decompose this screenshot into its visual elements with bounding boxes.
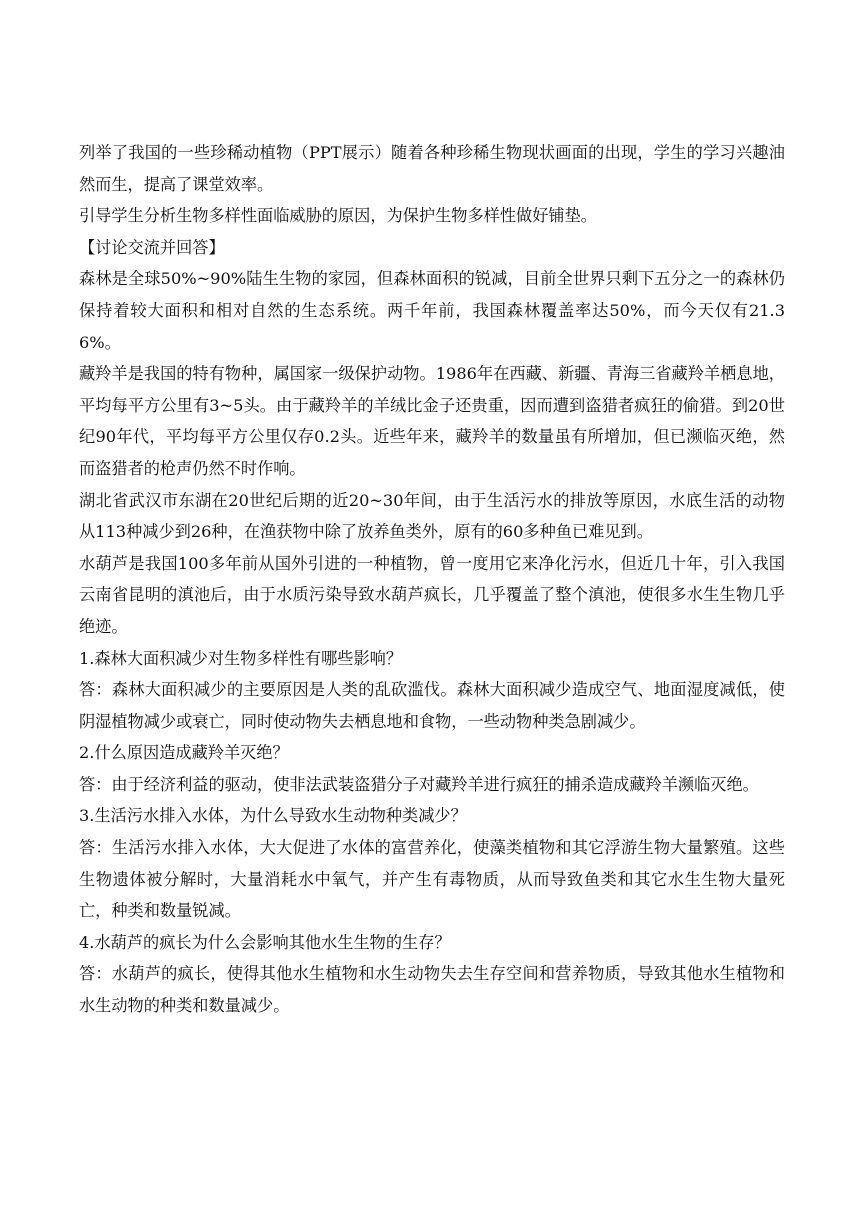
paragraph-forest: 森林是全球50%~90%陆生生物的家园，但森林面积的锐减，目前全世界只剩下五分之一的森林仍保持着较大面积和相对自然的生态系统。两千年前，我国森林覆盖率达50%，而今天仅有21.36%。 — [79, 269, 785, 352]
answer-1: 答：森林大面积减少的主要原因是人类的乱砍滥伐。森林大面积减少造成空气、地面湿度减低，使阴湿植物减少或衰亡，同时使动物失去栖息地和食物，一些动物种类急剧减少。 — [79, 680, 785, 731]
paragraph-tibetan-antelope: 藏羚羊是我国的特有物种，属国家一级保护动物。1986年在西藏、新疆、青海三省藏羚羊栖息地，平均每平方公里有3~5头。由于藏羚羊的羊绒比金子还贵重，因而遭到盗猎者疯狂的偷猎。到20世纪90年代，平均每平方公里仅存0.2头。近些年来，藏羚羊的数量虽有所增加，但已濒临灭绝，然而盗猎者的枪声仍然不时作响。 — [79, 364, 785, 478]
question-4: 4.水葫芦的疯长为什么会影响其他水生生物的生存？ — [79, 932, 451, 952]
paragraph-intro-1: 列举了我国的一些珍稀动植物（PPT展示）随着各种珍稀生物现状画面的出现，学生的学习兴趣油然而生，提高了课堂效率。 — [79, 143, 785, 194]
question-2: 2.什么原因造成藏羚羊灭绝？ — [79, 743, 289, 763]
section-heading-discussion: 【讨论交流并回答】 — [79, 237, 225, 257]
question-1: 1.森林大面积减少对生物多样性有哪些影响？ — [79, 648, 403, 668]
question-3: 3.生活污水排入水体，为什么导致水生动物种类减少？ — [79, 806, 467, 826]
answer-2: 答：由于经济利益的驱动，使非法武装盗猎分子对藏羚羊进行疯狂的捕杀造成藏羚羊濒临灭绝。 — [79, 774, 759, 794]
answer-4: 答：水葫芦的疯长，使得其他水生植物和水生动物失去生存空间和营养物质，导致其他水生植物和水生动物的种类和数量减少。 — [79, 964, 785, 1016]
paragraph-water-hyacinth: 水葫芦是我国100多年前从国外引进的一种植物，曾一度用它来净化污水，但近几十年，引入我国云南省昆明的滇池后，由于水质污染导致水葫芦疯长，几乎覆盖了整个滇池，使很多水生生物几乎绝迹。 — [79, 553, 785, 636]
document-body — [79, 137, 785, 1022]
answer-3: 答：生活污水排入水体，大大促进了水体的富营养化，使藻类植物和其它浮游生物大量繁殖。这些生物遗体被分解时，大量消耗水中氧气，并产生有毒物质，从而导致鱼类和其它水生生物大量死亡，种类和数量锐减。 — [79, 838, 785, 921]
paragraph-donghu-lake: 湖北省武汉市东湖在20世纪后期的近20~30年间，由于生活污水的排放等原因，水底生活的动物从113种减少到26种，在渔获物中除了放养鱼类外，原有的60多种鱼已难见到。 — [79, 490, 785, 542]
paragraph-intro-2: 引导学生分析生物多样性面临威胁的原因，为保护生物多样性做好铺垫。 — [79, 206, 597, 226]
